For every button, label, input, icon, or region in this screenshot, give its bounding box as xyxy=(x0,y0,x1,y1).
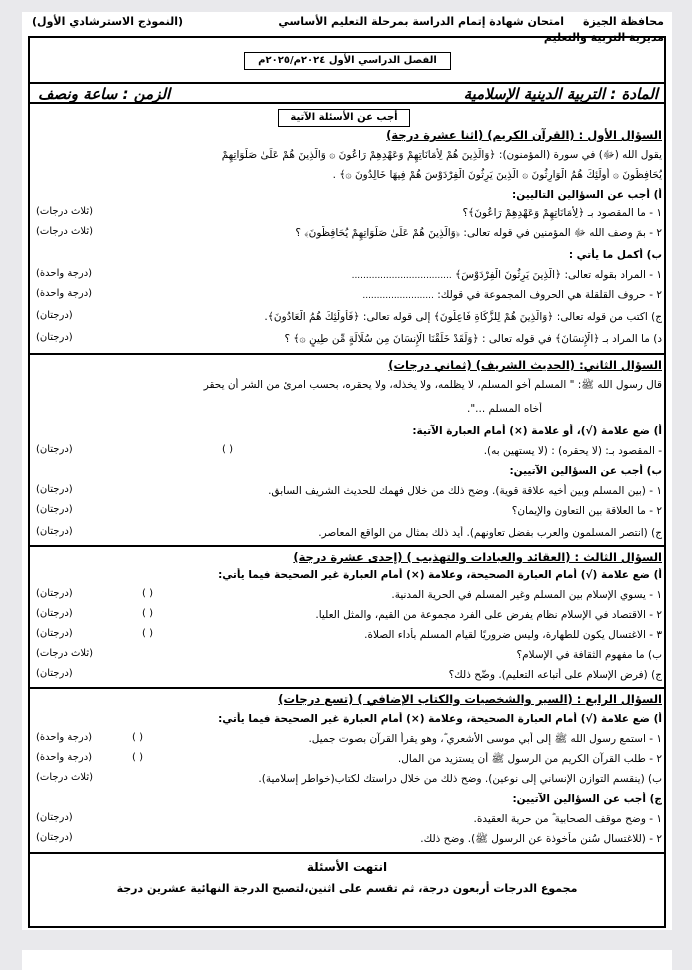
instruction-box: أجب عن الأسئلة الآتية xyxy=(278,109,410,127)
next-page-edge xyxy=(22,950,672,970)
q2-a1-mark: (درجتان) xyxy=(36,444,73,455)
q1-c: ج) اكتب من قوله تعالى: ﴿وَالَّذِينَ هُمْ لِلزَّكَاةِ فَاعِلُونَ﴾ إلى قوله تعالى: ﴿فَأُولَٰئِكَ هُمُ الْعَادُونَ﴾. xyxy=(264,311,662,323)
q3-a1-mark: (درجتان) xyxy=(36,588,73,599)
q3-a-title: أ) ضع علامة (√) أمام العبارة الصحيحة، وعلامة (×) أمام العبارة غير الصحيحة فيما يأتي: xyxy=(218,569,662,581)
q3-a2-answer-box[interactable]: ( ) xyxy=(142,608,153,619)
q2-b2: ٢ - ما العلاقة بين التعاون والإيمان؟ xyxy=(511,505,662,517)
q3-a2: ٢ - الاقتصاد في الإسلام نظام يفرض على الفرد مجموعة من القيم، والمثل العليا. xyxy=(315,609,662,621)
q1-c-mark: (درجتان) xyxy=(36,310,73,321)
q3-a3-mark: (درجتان) xyxy=(36,628,73,639)
q2-b1-mark: (درجتان) xyxy=(36,484,73,495)
grading-note: مجموع الدرجات أربعون درجة، ثم تقسم على اثنين،لتصبح الدرجة النهائية عشرين درجة xyxy=(116,882,578,895)
directorate: مديرية التربية والتعليم xyxy=(543,31,664,44)
separator xyxy=(28,687,666,689)
q3-a2-mark: (درجتان) xyxy=(36,608,73,619)
q2-title: السؤال الثاني: (الحديث الشريف) (ثماني درجات) xyxy=(388,358,662,372)
q1-b2-mark: (درجة واحدة) xyxy=(36,288,93,299)
q3-a3-answer-box[interactable]: ( ) xyxy=(142,628,153,639)
exam-title: امتحان شهادة إتمام الدراسة بمرحلة التعليم الأساسي xyxy=(278,15,564,28)
end-of-questions: انتهت الأسئلة xyxy=(306,860,388,874)
q4-c1: ١ - وضح موقف الصحابية ؓ من حرية العقيدة. xyxy=(473,813,662,825)
q2-b1: ١ - (بين المسلم وبين أخيه علاقة قوية). وضح ذلك من خلال فهمك للحديث الشريف السابق. xyxy=(268,485,662,497)
q4-a1-answer-box[interactable]: ( ) xyxy=(132,732,143,743)
separator xyxy=(28,852,666,854)
q3-b: ب) ما مفهوم الثقافة في الإسلام؟ xyxy=(516,649,662,661)
q1-b1-mark: (درجة واحدة) xyxy=(36,268,93,279)
q2-b2-mark: (درجتان) xyxy=(36,504,73,515)
q4-a1-mark: (درجة واحدة) xyxy=(36,732,93,743)
q3-title: السؤال الثالث : (العقائد والعبادات والتهذيب ) (إحدى عشرة درجة) xyxy=(293,550,662,564)
q1-a2-mark: (ثلاث درجات) xyxy=(36,226,94,237)
q3-a1-answer-box[interactable]: ( ) xyxy=(142,588,153,599)
q1-a1: ١ - ما المقصود بـ ﴿لِأَمَانَاتِهِمْ وَعَهْدِهِمْ رَاعُونَ﴾؟ xyxy=(462,207,662,219)
q1-b2: ٢ - حروف القلقلة هي الحروف المجموعة في قولك: ......................... xyxy=(362,289,662,301)
term-box: الفصل الدراسي الأول ٢٠٢٤م/٢٠٢٥م xyxy=(244,52,451,70)
q1-d: د) ما المراد بـ ﴿الْإِنسَانَ﴾ في قوله تعالى : ﴿وَلَقَدْ خَلَقْنَا الْإِنسَانَ مِن سُلَالَةٍ مِّن طِينٍ ۞﴾ ؟ xyxy=(284,333,662,345)
q1-d-mark: (درجتان) xyxy=(36,332,73,343)
q4-a1: ١ - استمع رسول الله ﷺ إلى أبي موسى الأشعري ؓ، وهو يقرأ القرآن بصوت جميل. xyxy=(308,733,662,745)
q4-a2: ٢ - طلب القرآن الكريم من الرسول ﷺ أن يستزيد من المال. xyxy=(397,753,662,765)
separator xyxy=(28,545,666,547)
q3-c-mark: (درجتان) xyxy=(36,668,73,679)
subject-band xyxy=(28,82,666,104)
q4-title: السؤال الرابع : (السير والشخصيات والكتاب الإضافي ) (تسع درجات) xyxy=(278,692,662,706)
q2-hadith-line2: أخاه المسلم ...". xyxy=(467,403,542,415)
subject-label: المادة : التربية الدينية الإسلامية xyxy=(463,85,658,103)
q2-b-title: ب) أجب عن السؤالين الآتيين: xyxy=(509,465,662,477)
q2-a-title: أ) ضع علامة (√)، أو علامة (×) أمام العبارة الآتية: xyxy=(412,425,662,437)
q2-c-mark: (درجتان) xyxy=(36,526,73,537)
q4-a2-answer-box[interactable]: ( ) xyxy=(132,752,143,763)
q1-a1-mark: (ثلاث درجات) xyxy=(36,206,94,217)
q4-c2: ٢ - (للاغتسال سُنن مأخوذة عن الرسول ﷺ). وضح ذلك. xyxy=(420,833,662,845)
q1-a2: ٢ - بمَ وصف الله ﷻ المؤمنين في قوله تعالى: ﴿وَالَّذِينَ هُمْ عَلَىٰ صَلَوَاتِهِمْ يُحَافِظُونَ﴾ ؟ xyxy=(295,227,662,239)
q2-hadith-line1: قال رسول الله ﷺ: " المسلم أخو المسلم، لا يظلمه، ولا يخذله، ولا يحقره، بحسب امرئ من الشر أن يحقر xyxy=(203,379,662,391)
q2-a1-answer-box[interactable]: ( ) xyxy=(222,444,233,455)
q4-b: ب) (ينقسم التوازن الإنساني إلى نوعين). وضح ذلك من خلال دراستك لكتاب(خواطر إسلامية). xyxy=(258,773,662,785)
governorate: محافظة الجيزة xyxy=(583,15,664,28)
q1-a-title: أ) أجب عن السؤالين التاليين: xyxy=(512,189,662,201)
q1-title: السؤال الأول : (القرآن الكريم) (اثنا عشرة درجة) xyxy=(386,128,662,142)
q3-a1: ١ - يسوي الإسلام بين المسلم وغير المسلم في الحرية المدنية. xyxy=(391,589,662,601)
q3-a3: ٣ - الاغتسال يكون للطهارة، وليس ضروريًا لقيام المسلم بأداء الصلاة. xyxy=(364,629,662,641)
q1-verse-line1: يقول الله (ﷻ) في سورة (المؤمنون): ﴿وَالَّذِينَ هُمْ لِأَمَانَاتِهِمْ وَعَهْدِهِمْ رَاعُونَ ۞ وَالَّذِينَ هُمْ عَلَىٰ صَلَوَاتِهِمْ xyxy=(221,149,662,161)
q3-c: ج) (فرض الإسلام على أتباعه التعليم). وضّح ذلك؟ xyxy=(448,669,662,681)
q4-a-title: أ) ضع علامة (√) أمام العبارة الصحيحة، وعلامة (×) أمام العبارة غير الصحيحة فيما يأتي: xyxy=(218,713,662,725)
exam-sheet xyxy=(22,12,672,930)
q4-a2-mark: (درجة واحدة) xyxy=(36,752,93,763)
model-label: (النموذج الاسترشادي الأول) xyxy=(32,15,184,28)
q4-b-mark: (ثلاث درجات) xyxy=(36,772,94,783)
q1-b-title: ب) أكمل ما يأتي : xyxy=(568,249,662,261)
q4-c1-mark: (درجتان) xyxy=(36,812,73,823)
q1-b1: ١ - المراد بقوله تعالى: ﴿الَّذِينَ يَرِثُونَ الْفِرْدَوْسَ﴾ ................................... xyxy=(351,269,662,281)
separator xyxy=(28,353,666,355)
time-label: الزمن : ساعة ونصف xyxy=(38,85,171,103)
q4-c2-mark: (درجتان) xyxy=(36,832,73,843)
q2-c: ج) (انتصر المسلمون والعرب بفضل تعاونهم). أيد ذلك بمثال من الواقع المعاصر. xyxy=(318,527,662,539)
q4-c-title: ج) أجب عن السؤالين الآتيين: xyxy=(512,793,662,805)
q3-b-mark: (ثلاث درجات) xyxy=(36,648,94,659)
q1-verse-line2: يُحَافِظُونَ ۞ أُولَٰئِكَ هُمُ الْوَارِثُونَ ۞ الَّذِينَ يَرِثُونَ الْفِرْدَوْسَ هُمْ فِيهَا خَالِدُونَ ۞﴾ . xyxy=(332,169,662,181)
q2-a1: - المقصود بـ: (لا يحقره) : (لا يستهين به). xyxy=(483,445,662,457)
